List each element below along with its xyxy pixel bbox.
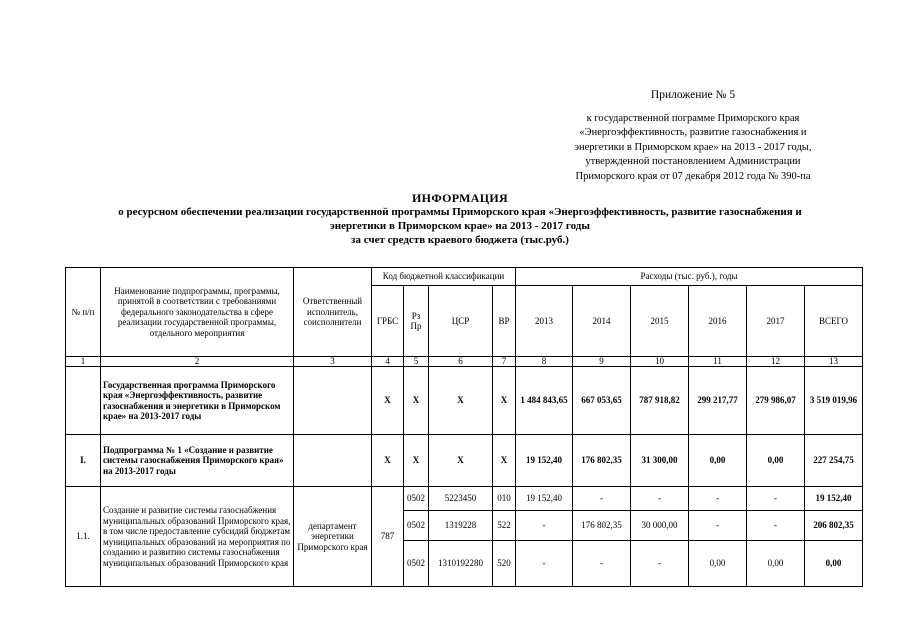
measure-2014: 176 802,35 (573, 511, 631, 541)
subprogram-csr: Х (429, 435, 493, 487)
measure-csr: 1310192280 (429, 541, 493, 587)
measure-2016: - (689, 511, 747, 541)
annex-line: энергетики в Приморском крае» на 2013 - 2017 годы, (574, 141, 812, 153)
subprogram-grbs: Х (372, 435, 404, 487)
subprogram-rzpr: Х (404, 435, 429, 487)
measure-vr: 010 (493, 487, 516, 511)
col-number: 7 (493, 357, 516, 367)
resource-table (65, 267, 863, 587)
program-2015: 787 918,82 (631, 367, 689, 435)
measure-2015: - (631, 541, 689, 587)
document-title: ИНФОРМАЦИЯ (412, 191, 508, 205)
measure-2017: 0,00 (747, 541, 805, 587)
heading-line: за счет средств краевого бюджета (тыс.руб.) (351, 234, 569, 246)
col-number: 4 (372, 357, 404, 367)
header-total: ВСЕГО (805, 286, 863, 357)
program-total: 3 519 019,96 (805, 367, 863, 435)
subprogram-2015: 31 300,00 (631, 435, 689, 487)
measure-csr: 5223450 (429, 487, 493, 511)
header-code-group: Код бюджетной классификации (372, 268, 516, 286)
subprogram-2013: 19 152,40 (516, 435, 573, 487)
col-number: 3 (294, 357, 372, 367)
col-number: 10 (631, 357, 689, 367)
header-executor: Ответственный исполнитель, соисполнители (294, 268, 372, 357)
annex-line: «Энергоэффективность, развитие газоснабжения и (579, 127, 807, 138)
header-2017: 2017 (747, 286, 805, 357)
col-number: 13 (805, 357, 863, 367)
subprogram-2017: 0,00 (747, 435, 805, 487)
measure-2017: - (747, 511, 805, 541)
header-grbs: ГРБС (372, 286, 404, 357)
header-2013: 2013 (516, 286, 573, 357)
annex-line: утвержденной постановлением Администрации (585, 156, 801, 167)
measure-rzpr: 0502 (404, 511, 429, 541)
measure-2014: - (573, 541, 631, 587)
measure-vr: 522 (493, 511, 516, 541)
measure-vr: 520 (493, 541, 516, 587)
program-2013: 1 484 843,65 (516, 367, 573, 435)
measure-2015: - (631, 487, 689, 511)
annex-block (543, 88, 843, 184)
measure-2016: - (689, 487, 747, 511)
header-csr: ЦСР (429, 286, 493, 357)
subprogram-num: I. (66, 435, 101, 487)
measure-total: 19 152,40 (805, 487, 863, 511)
header-num: № п/п (66, 268, 101, 357)
annex-line: к государственной пограмме Приморского края (586, 112, 800, 124)
measure-grbs: 787 (372, 487, 404, 587)
measure-rzpr: 0502 (404, 487, 429, 511)
subprogram-row (66, 435, 863, 487)
document-heading (60, 191, 860, 247)
measure-2013: 19 152,40 (516, 487, 573, 511)
program-grbs: Х (372, 367, 404, 435)
header-row (66, 268, 863, 286)
col-number: 6 (429, 357, 493, 367)
annex-line: Приморского края от 07 декабря 2012 года № 390-па (575, 170, 811, 182)
header-vr: ВР (493, 286, 516, 357)
col-number: 2 (101, 357, 294, 367)
header-name: Наименование подпрограммы, программы, принятой в соответствии с требованиями федерального законодательства в сфере реализации государственной программы, отдельного мероприятия (101, 268, 294, 357)
header-rzpr: Рз Пр (404, 286, 429, 357)
measure-rzpr: 0502 (404, 541, 429, 587)
subprogram-total: 227 254,75 (805, 435, 863, 487)
program-executor (294, 367, 372, 435)
measure-2013: - (516, 541, 573, 587)
measure-2014: - (573, 487, 631, 511)
col-number: 11 (689, 357, 747, 367)
col-number: 1 (66, 357, 101, 367)
row-num (66, 367, 101, 435)
subprogram-executor (294, 435, 372, 487)
heading-line: о ресурсном обеспечении реализации государственной программы Приморского края «Энергоэффективность, развитие газоснабжения и (118, 206, 802, 218)
measure-num: 1.1. (66, 487, 101, 587)
measure-name: Создание и развитие системы газоснабжения муниципальных образований Приморского края, в том числе предоставление субсидий бюджетам муниципальных образований на мероприятия по созданию и развитию системы газоснабжения муниципальных образований Приморского края (101, 487, 294, 587)
header-2015: 2015 (631, 286, 689, 357)
program-2016: 299 217,77 (689, 367, 747, 435)
col-number: 5 (404, 357, 429, 367)
measure-2013: - (516, 511, 573, 541)
col-number: 9 (573, 357, 631, 367)
measure-2015: 30 000,00 (631, 511, 689, 541)
measure-2016: 0,00 (689, 541, 747, 587)
measure-executor: департамент энергетики Приморского края (294, 487, 372, 587)
measure-total: 206 802,35 (805, 511, 863, 541)
program-csr: Х (429, 367, 493, 435)
header-2016: 2016 (689, 286, 747, 357)
subprogram-2016: 0,00 (689, 435, 747, 487)
measure-total: 0,00 (805, 541, 863, 587)
program-name: Государственная программа Приморского края «Энергоэффективность, развитие газоснабжения и энергетики в Приморском крае» на 2013-2017 годы (101, 367, 294, 435)
measure-csr: 1319228 (429, 511, 493, 541)
col-number: 8 (516, 357, 573, 367)
annex-number: Приложение № 5 (650, 89, 736, 101)
subprogram-name: Подпрограмма № 1 «Создание и развитие системы газоснабжения Приморского края» на 2013-2017 годы (101, 435, 294, 487)
program-2014: 667 053,65 (573, 367, 631, 435)
program-vr: Х (493, 367, 516, 435)
header-2014: 2014 (573, 286, 631, 357)
subprogram-2014: 176 802,35 (573, 435, 631, 487)
subprogram-vr: Х (493, 435, 516, 487)
measure-row (66, 487, 863, 511)
column-number-row (66, 357, 863, 367)
heading-line: энергетики в Приморском крае» на 2013 - 2017 годы (330, 220, 590, 232)
measure-2017: - (747, 487, 805, 511)
header-expenses-group: Расходы (тыс. руб.), годы (516, 268, 863, 286)
program-rzpr: Х (404, 367, 429, 435)
program-2017: 279 986,07 (747, 367, 805, 435)
col-number: 12 (747, 357, 805, 367)
program-row (66, 367, 863, 435)
